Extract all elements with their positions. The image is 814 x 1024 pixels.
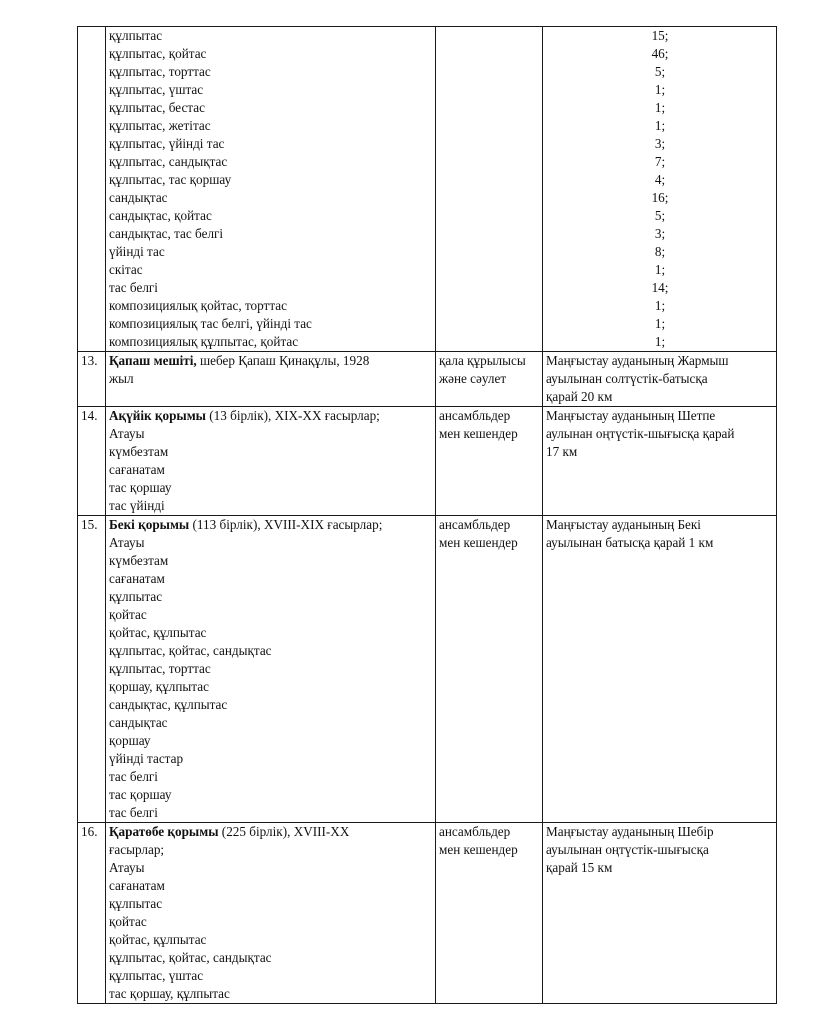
monument-row: [78, 823, 777, 1004]
item-name: құлпытас, сандықтас: [109, 154, 228, 169]
item-name: композициялық құлпытас, қойтас: [109, 334, 299, 349]
type-line: мен кешендер: [439, 842, 518, 857]
type-line: ансамбльдер: [439, 408, 511, 423]
component-item: сағанатам: [109, 571, 165, 586]
component-item: сағанатам: [109, 878, 165, 893]
type-line: ансамбльдер: [439, 824, 511, 839]
item-count: 1;: [654, 334, 666, 349]
item-name: сандықтас: [109, 190, 168, 205]
monument-title: [109, 823, 433, 841]
component-item: қойтас, құлпытас: [109, 625, 207, 640]
monument-title: [109, 407, 433, 425]
type-line: мен кешендер: [439, 535, 518, 550]
monument-name: Бекі қорымы: [109, 517, 190, 532]
monument-name: Қапаш мешіті,: [109, 353, 197, 368]
items-cell: [106, 27, 436, 352]
component-item: Атауы: [109, 860, 145, 875]
monument-location: [543, 407, 777, 516]
type-line: мен кешендер: [439, 426, 518, 441]
item-name: құлпытас, қойтас: [109, 46, 207, 61]
row-number: 15.: [78, 516, 106, 823]
item-count: 46;: [651, 46, 669, 61]
location-line: 17 км: [546, 444, 578, 459]
component-item: Атауы: [109, 535, 145, 550]
type-line: ансамбльдер: [439, 517, 511, 532]
item-name: құлпытас, бестас: [109, 100, 205, 115]
item-name: сандықтас, тас белгі: [109, 226, 224, 241]
item-count: 16;: [651, 190, 669, 205]
location-line: ауылынан оңтүстік-шығысқа: [546, 842, 709, 857]
component-item: күмбезтам: [109, 444, 169, 459]
item-count: 8;: [654, 244, 666, 259]
location-line: Маңғыстау ауданының Шетпе: [546, 408, 716, 423]
component-item: Атауы: [109, 426, 145, 441]
monument-location: [543, 516, 777, 823]
item-count: 14;: [651, 280, 669, 295]
location-line: Маңғыстау ауданының Жармыш: [546, 353, 729, 368]
monument-description: [106, 407, 436, 516]
item-count: 1;: [654, 100, 666, 115]
component-item: құлпытас, үштас: [109, 968, 204, 983]
item-count: 5;: [654, 208, 666, 223]
component-item: тас қоршау, құлпытас: [109, 986, 230, 1001]
component-item: құлпытас, қойтас, сандықтас: [109, 643, 272, 658]
location-line: аулынан оңтүстік-шығысқа қарай: [546, 426, 735, 441]
monument-title: [109, 352, 433, 370]
component-item: үйінді тастар: [109, 751, 184, 766]
monument-type: [436, 823, 543, 1004]
component-item: қоршау, құлпытас: [109, 679, 209, 694]
component-item: қойтас, құлпытас: [109, 932, 207, 947]
component-item: сандықтас, құлпытас: [109, 697, 228, 712]
type-cell: [436, 27, 543, 352]
item-name: композициялық қойтас, торттас: [109, 298, 287, 313]
monument-title-continued: ғасырлар;: [109, 842, 165, 857]
monument-location: [543, 352, 777, 407]
location-line: ауылынан батысқа қарай 1 км: [546, 535, 714, 550]
component-item: күмбезтам: [109, 553, 169, 568]
monument-row: [78, 407, 777, 516]
component-item: сандықтас: [109, 715, 168, 730]
component-item: құлпытас: [109, 589, 163, 604]
item-count: 1;: [654, 298, 666, 313]
row-number: 14.: [78, 407, 106, 516]
item-count: 1;: [654, 82, 666, 97]
monument-row: [78, 516, 777, 823]
component-item: қойтас: [109, 914, 147, 929]
monument-title-continued: жыл: [109, 371, 134, 386]
item-count: 4;: [654, 172, 666, 187]
monument-name: Ақүйік қорымы: [109, 408, 206, 423]
monument-details: шебер Қапаш Қинақұлы, 1928: [196, 353, 370, 368]
item-count: 1;: [654, 118, 666, 133]
type-line: және сәулет: [439, 371, 507, 386]
item-count: 5;: [654, 64, 666, 79]
row-number: 13.: [78, 352, 106, 407]
row-number: 16.: [78, 823, 106, 1004]
monument-description: [106, 516, 436, 823]
component-item: тас белгі: [109, 805, 158, 820]
item-name: композициялық тас белгі, үйінді тас: [109, 316, 312, 331]
item-name: құлпытас: [109, 28, 163, 43]
monument-type: [436, 352, 543, 407]
monuments-table: [77, 26, 777, 1004]
component-item: қоршау: [109, 733, 151, 748]
item-count: 1;: [654, 316, 666, 331]
item-name: сандықтас, қойтас: [109, 208, 212, 223]
monument-description: [106, 352, 436, 407]
item-name: құлпытас, жетітас: [109, 118, 211, 133]
type-line: қала құрылысы: [439, 353, 526, 368]
count-cell: [543, 27, 777, 352]
monument-location: [543, 823, 777, 1004]
location-line: ауылынан солтүстік-батысқа: [546, 371, 708, 386]
component-item: тас белгі: [109, 769, 158, 784]
item-count: 3;: [654, 226, 666, 241]
item-name: үйінді тас: [109, 244, 165, 259]
component-item: сағанатам: [109, 462, 165, 477]
item-count: 7;: [654, 154, 666, 169]
monument-row: [78, 352, 777, 407]
item-name: құлпытас, торттас: [109, 64, 211, 79]
monument-description: [106, 823, 436, 1004]
component-item: тас қоршау: [109, 480, 172, 495]
item-name: құлпытас, үйінді тас: [109, 136, 225, 151]
continuation-row: [78, 27, 777, 352]
component-item: қойтас: [109, 607, 147, 622]
component-item: құлпытас, торттас: [109, 661, 211, 676]
monument-title: [109, 516, 433, 534]
location-line: Маңғыстау ауданының Шебір: [546, 824, 714, 839]
monument-details: (13 бірлік), XIX-XX ғасырлар;: [205, 408, 380, 423]
monument-name: Қаратөбе қорымы: [109, 824, 219, 839]
item-name: құлпытас, үштас: [109, 82, 204, 97]
component-item: құлпытас, қойтас, сандықтас: [109, 950, 272, 965]
component-item: тас үйінді: [109, 498, 165, 513]
item-name: скітас: [109, 262, 143, 277]
component-item: құлпытас: [109, 896, 163, 911]
item-count: 3;: [654, 136, 666, 151]
location-line: қарай 15 км: [546, 860, 613, 875]
number-cell: [78, 27, 106, 352]
monument-details: (225 бірлік), XVIII-XX: [218, 824, 350, 839]
monument-type: [436, 516, 543, 823]
item-name: құлпытас, тас қоршау: [109, 172, 232, 187]
location-line: Маңғыстау ауданының Бекі: [546, 517, 701, 532]
item-name: тас белгі: [109, 280, 158, 295]
location-line: қарай 20 км: [546, 389, 613, 404]
monument-type: [436, 407, 543, 516]
item-count: 15;: [651, 28, 669, 43]
monument-details: (113 бірлік), XVIII-XIX ғасырлар;: [189, 517, 383, 532]
item-count: 1;: [654, 262, 666, 277]
component-item: тас қоршау: [109, 787, 172, 802]
